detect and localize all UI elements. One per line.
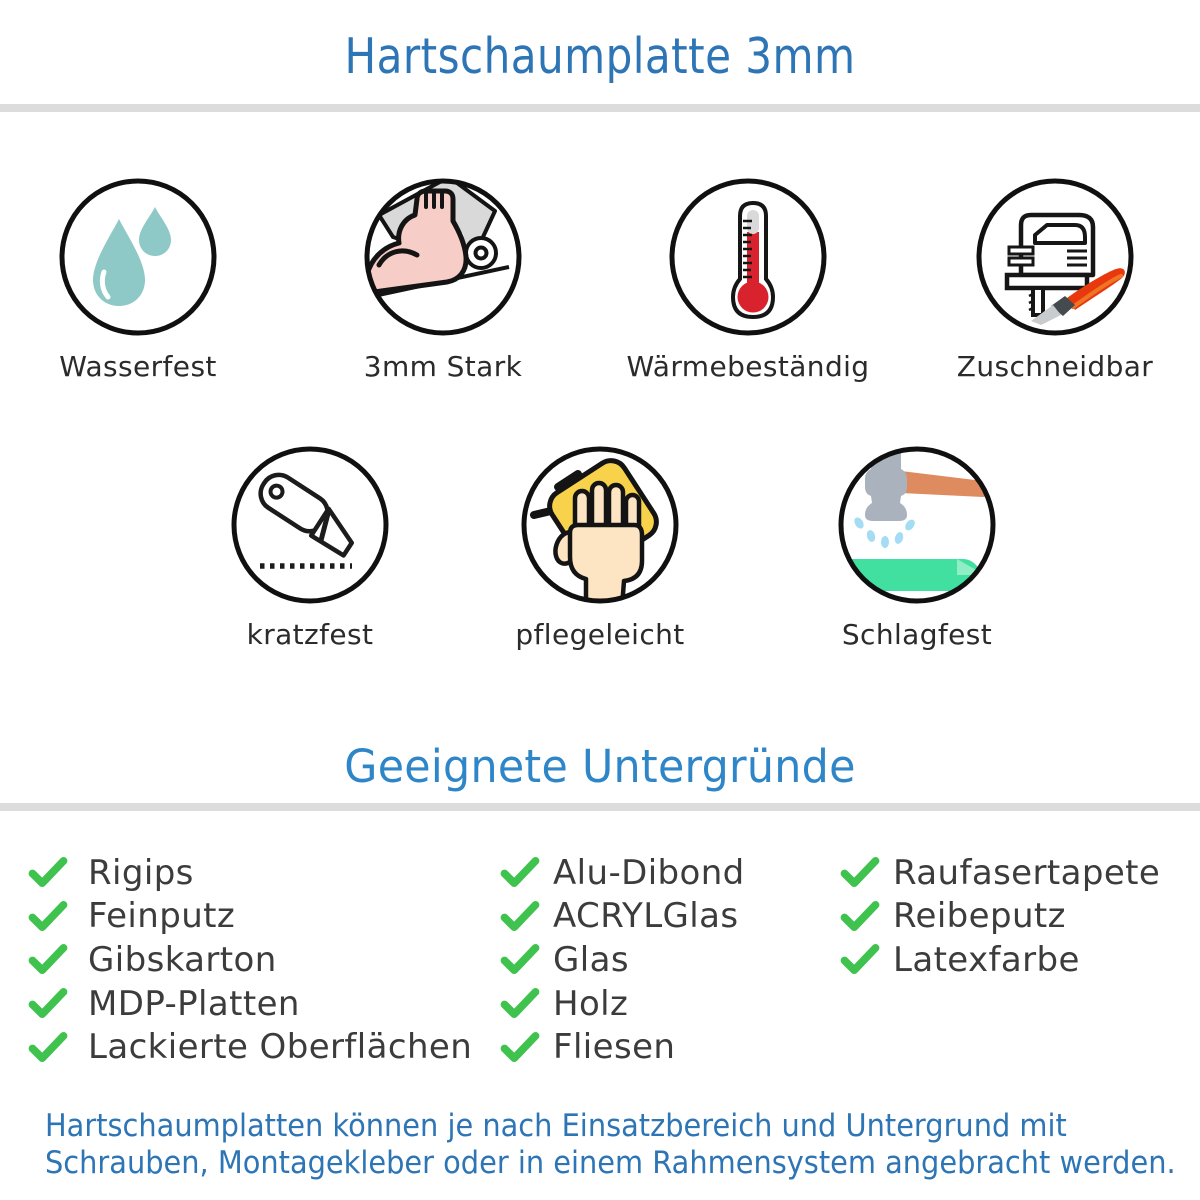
- check-icon: [840, 901, 880, 932]
- substrate-label: Latexfarbe: [893, 939, 1080, 980]
- check-icon: [840, 857, 880, 888]
- section-title: Geeignete Untergründe: [344, 740, 856, 793]
- substrate-item: [840, 851, 1160, 895]
- substrate-label: Lackierte Oberflächen: [88, 1027, 473, 1068]
- substrate-item: [28, 982, 472, 1026]
- substrate-item: [500, 982, 745, 1026]
- feature-pflegeleicht: [450, 445, 750, 651]
- mounting-note-line2: Schrauben, Montagekleber oder in einem Rahmensystem angebracht werden.: [45, 1145, 1176, 1181]
- substrate-label: Holz: [553, 983, 629, 1024]
- utility-knife-icon: [230, 445, 390, 605]
- substrate-column-1: [28, 851, 472, 1069]
- mounting-note: [45, 1108, 1176, 1182]
- substrate-item: [28, 895, 472, 939]
- page-title: Hartschaumplatte 3mm: [344, 28, 856, 85]
- feature-label: Wärmebeständig: [626, 350, 870, 383]
- substrate-label: Raufasertapete: [893, 852, 1161, 893]
- substrate-label: Rigips: [88, 852, 194, 893]
- substrate-label: ACRYLGlas: [553, 896, 739, 937]
- substrate-item: [840, 938, 1160, 982]
- feature-label: 3mm Stark: [363, 350, 523, 383]
- check-icon: [500, 1032, 540, 1063]
- substrate-item: [28, 1025, 472, 1069]
- check-icon: [500, 857, 540, 888]
- feature-3mm-stark: [293, 177, 593, 383]
- check-icon: [28, 988, 68, 1019]
- check-icon: [28, 944, 68, 975]
- substrate-label: MDP-Platten: [88, 983, 300, 1024]
- substrate-label: Gibskarton: [88, 939, 277, 980]
- mounting-note-line1: Hartschaumplatten können je nach Einsatzbereich und Untergrund mit: [45, 1108, 1067, 1144]
- substrate-label: Feinputz: [88, 896, 236, 937]
- feature-kratzfest: [160, 445, 460, 651]
- feature-waermebestaendig: [598, 177, 898, 383]
- thermometer-icon: [668, 177, 828, 337]
- feature-label: Zuschneidbar: [956, 350, 1154, 383]
- feature-wasserfest: [0, 177, 288, 383]
- flexed-arm-panel-icon: [363, 177, 523, 337]
- feature-schlagfest: [767, 445, 1067, 651]
- substrate-item: [500, 851, 745, 895]
- substrate-column-3: [840, 851, 1160, 982]
- check-icon: [28, 857, 68, 888]
- substrate-item: [840, 895, 1160, 939]
- feature-label: Schlagfest: [841, 618, 993, 651]
- check-icon: [840, 944, 880, 975]
- feature-label: Wasserfest: [59, 350, 217, 383]
- water-drops-icon: [58, 177, 218, 337]
- substrate-label: Fliesen: [553, 1027, 676, 1068]
- substrate-label: Reibeputz: [893, 896, 1066, 937]
- check-icon: [28, 1032, 68, 1063]
- divider-middle: [0, 803, 1200, 811]
- substrate-label: Alu-Dibond: [553, 852, 745, 893]
- hammer-impact-icon: [837, 445, 997, 605]
- substrate-item: [28, 851, 472, 895]
- jigsaw-cutter-icon: [975, 177, 1135, 337]
- feature-zuschneidbar: [905, 177, 1200, 383]
- check-icon: [28, 901, 68, 932]
- feature-label: kratzfest: [246, 618, 374, 651]
- divider-top: [0, 104, 1200, 112]
- substrate-label: Glas: [553, 939, 629, 980]
- substrate-column-2: [500, 851, 745, 1069]
- substrate-item: [28, 938, 472, 982]
- substrate-item: [500, 895, 745, 939]
- check-icon: [500, 944, 540, 975]
- check-icon: [500, 901, 540, 932]
- check-icon: [500, 988, 540, 1019]
- substrate-item: [500, 938, 745, 982]
- substrate-item: [500, 1025, 745, 1069]
- hand-cloth-icon: [520, 445, 680, 605]
- feature-label: pflegeleicht: [515, 618, 685, 651]
